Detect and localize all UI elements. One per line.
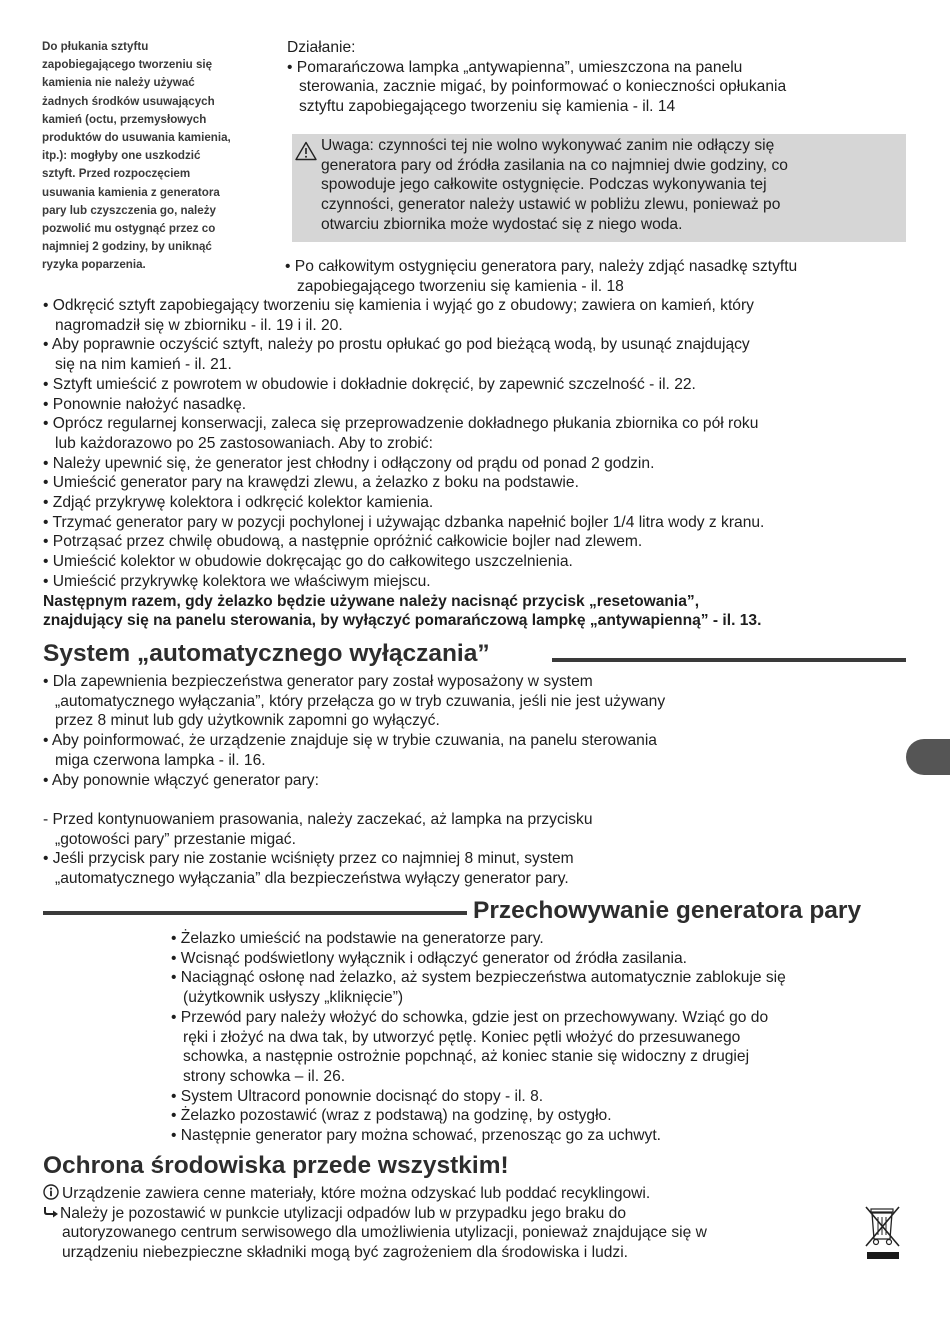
sidebar-line: kamienia nie należy używać [42, 76, 195, 90]
step-line: • Zdjąć przykrywę kolektora i odkręcić kolektor kamienia. [43, 494, 434, 512]
step-line: • Umieścić kolektor w obudowie dokręcając go do całkowitego uszczelnienia. [43, 553, 573, 571]
descaling-steps [43, 296, 764, 631]
warning-box [292, 134, 906, 242]
auto-off-block-2 [43, 810, 593, 889]
reset-note-line: Następnym razem, gdy żelazko będzie używane należy nacisnąć przycisk „resetowania”, [43, 592, 700, 610]
auto-off-line: przez 8 minut lub gdy użytkownik zapomni go wyłączyć. [55, 712, 440, 730]
storage-line: • Wcisnąć podświetlony wyłącznik i odłączyć generator od źródła zasilania. [171, 949, 687, 967]
after-cool-line: zapobiegającego tworzeniu się kamienia - il. 18 [297, 277, 624, 295]
sidebar-line: Do płukania sztyftu [42, 40, 149, 53]
auto-off-line: - Przed kontynuowaniem prasowania, należy zaczekać, aż lampka na przycisku [43, 811, 593, 828]
environment-text: Należy je pozostawić w punkcie utylizacji odpadów lub w przypadku jego braku do [60, 1204, 627, 1222]
auto-off-rule [552, 658, 906, 662]
step-line: • Aby poprawnie oczyścić sztyft, należy po prostu opłukać go pod bieżącą wodą, by usunąć znajdujący [43, 336, 750, 354]
storage-block [171, 929, 786, 1146]
environment-line [43, 1204, 707, 1224]
step-line: • Sztyft umieścić z powrotem w obudowie i dokładnie dokręcić, by zapewnić szczelność - il. 22. [43, 375, 696, 393]
sidebar-line: sztyft. Przed rozpoczęciem [42, 167, 191, 181]
auto-off-line: „automatycznego wyłączania” dla bezpieczeństwa wyłączy generator pary. [55, 870, 569, 888]
sidebar-line: pary lub czyszczenia go, należy [42, 203, 216, 217]
auto-off-line: • Aby poinformować, że urządzenie znajduje się w trybie czuwania, na panelu sterowania [43, 732, 657, 750]
storage-title: Przechowywanie generatora pary [473, 897, 862, 924]
storage-line: • Następnie generator pary można schować, przenosząc go za uchwyt. [171, 1127, 661, 1145]
sidebar-line: zapobiegającego tworzeniu się [42, 58, 213, 72]
auto-off-line: • Jeśli przycisk pary nie zostanie wciśnięty przez co najmniej 8 minut, system [43, 850, 574, 868]
auto-off-line: • Aby ponownie włączyć generator pary: [43, 771, 319, 789]
storage-line: • Żelazko umieścić na podstawie na generatorze pary. [171, 930, 544, 947]
action-line: sztyftu zapobiegającego tworzeniu się kamienia - il. 14 [299, 98, 676, 116]
warning-line: otwarciu zbiornika może wydostać się z niego woda. [321, 215, 683, 233]
page-tab-marker [906, 739, 950, 775]
sidebar-line: itp.): mogłyby one uszkodzić [42, 149, 201, 163]
action-heading: Działanie: [287, 39, 356, 56]
storage-line: • Przewód pary należy włożyć do schowka, gdzie jest on przechowywany. Wziąć go do [171, 1008, 769, 1026]
storage-line: schowka, a następnie ostrożnie popchnąć, aż koniec stanie się widoczny z drugiej [183, 1048, 750, 1066]
storage-line: • Żelazko pozostawić (wraz z podstawą) na godzinę, by ostygło. [171, 1107, 612, 1125]
storage-line: strony schowka – il. 26. [183, 1067, 346, 1085]
step-line: • Należy upewnić się, że generator jest chłodny i odłączony od prądu od ponad 2 godzin. [43, 454, 655, 472]
sidebar-line: najmniej 2 godziny, by uniknąć [42, 240, 212, 254]
warning-line: Uwaga: czynności tej nie wolno wykonywać zanim nie odłączy się [321, 137, 775, 154]
step-line: • Potrząsać przez chwilę obudową, a następnie opróżnić całkowicie bojler nad zlewem. [43, 533, 643, 551]
sidebar-note [42, 38, 270, 275]
sidebar-line: żadnych środków usuwających [42, 94, 215, 108]
step-line: • Ponownie nałożyć nasadkę. [43, 395, 247, 413]
storage-line: • Naciągnąć osłonę nad żelazko, aż system bezpieczeństwa automatycznie zablokuje się [171, 969, 786, 987]
warning-line: spowoduje jego całkowite ostygnięcie. Podczas wykonywania tej [321, 176, 767, 194]
auto-off-line: miga czerwona lampka - il. 16. [55, 751, 266, 769]
sidebar-line: usuwania kamienia z generatora [42, 185, 220, 199]
environment-line [43, 1184, 707, 1204]
environment-block [43, 1184, 707, 1263]
step-line: • Umieścić przykrywkę kolektora we właściwym miejscu. [43, 572, 431, 590]
after-cool-line: • Po całkowitym ostygnięciu generatora pary, należy zdjąć nasadkę sztyftu [285, 258, 798, 275]
sidebar-line: pozwolić mu ostygnąć przez co [42, 222, 216, 236]
warning-text [321, 136, 788, 235]
action-line: sterowania, zacznie migać, by poinformować o konieczności opłukania [299, 78, 787, 96]
environment-line: urządzeniu niebezpieczne składniki mogą być zagrożeniem dla środowiska i ludzi. [62, 1244, 629, 1262]
info-icon [43, 1184, 59, 1200]
sidebar-line: kamień (octu, przemysłowych [42, 112, 207, 126]
storage-rule [43, 911, 467, 915]
storage-line: (użytkownik usłyszy „kliknięcie”) [183, 989, 404, 1007]
crossed-out-wheelie-bin-icon [862, 1205, 904, 1263]
action-block [287, 38, 786, 117]
warning-line: generatora pary od źródła zasilania na co najmniej dwie godziny, co [321, 156, 788, 174]
step-line: lub każdorazowo po 25 zastosowaniach. Aby to zrobić: [55, 434, 433, 452]
after-cool-block [285, 257, 797, 296]
environment-title: Ochrona środowiska przede wszystkim! [43, 1152, 509, 1179]
step-line: się na nim kamień - il. 21. [55, 356, 232, 374]
warning-triangle-icon [295, 141, 317, 161]
step-line: • Umieścić generator pary na krawędzi zlewu, a żelazko z boku na podstawie. [43, 474, 579, 492]
storage-line: • System Ultracord ponownie docisnąć do stopy - il. 8. [171, 1087, 544, 1105]
warning-line: czynności, generator należy ustawić w pobliżu zlewu, ponieważ po [321, 196, 781, 214]
auto-off-block [43, 672, 665, 790]
reset-note-line: znajdujący się na panelu sterowania, by wyłączyć pomarańczową lampkę „antywapienną” - il. 13. [43, 612, 762, 630]
auto-off-title: System „automatycznego wyłączania” [43, 640, 490, 667]
environment-line: autoryzowanego centrum serwisowego dla umożliwienia utylizacji, ponieważ znajdujące się w [62, 1224, 707, 1242]
auto-off-line: • Dla zapewnienia bezpieczeństwa generator pary został wyposażony w system [43, 673, 593, 690]
storage-line: ręki i złożyć na dwa tak, by utworzyć pętlę. Koniec pętli włożyć do przesuwanego [183, 1028, 741, 1046]
sidebar-line: ryzyka poparzenia. [42, 258, 146, 272]
auto-off-line: „gotowości pary” przestanie migać. [55, 830, 296, 848]
step-line: • Oprócz regularnej konserwacji, zaleca się przeprowadzenie dokładnego płukania zbiornika co pół roku [43, 415, 759, 433]
auto-off-line: „automatycznego wyłączania”, który przełącza go w tryb czuwania, jeśli nie jest używany [55, 692, 666, 710]
environment-text: Urządzenie zawiera cenne materiały, które można odzyskać lub poddać recyklingowi. [62, 1185, 651, 1202]
sidebar-line: produktów do usuwania kamienia, [42, 131, 231, 145]
arrow-right-icon [43, 1204, 59, 1220]
step-line: nagromadził się w zbiorniku - il. 19 i il. 20. [55, 316, 343, 334]
step-line: • Trzymać generator pary w pozycji pochylonej i używając dzbanka napełnić bojler 1/4 litra wody z kranu. [43, 513, 765, 531]
step-line: • Odkręcić sztyft zapobiegający tworzeniu się kamienia i wyjąć go z obudowy; zawiera on kamień, który [43, 297, 754, 314]
action-line: • Pomarańczowa lampka „antywapienna”, umieszczona na panelu [287, 58, 743, 76]
